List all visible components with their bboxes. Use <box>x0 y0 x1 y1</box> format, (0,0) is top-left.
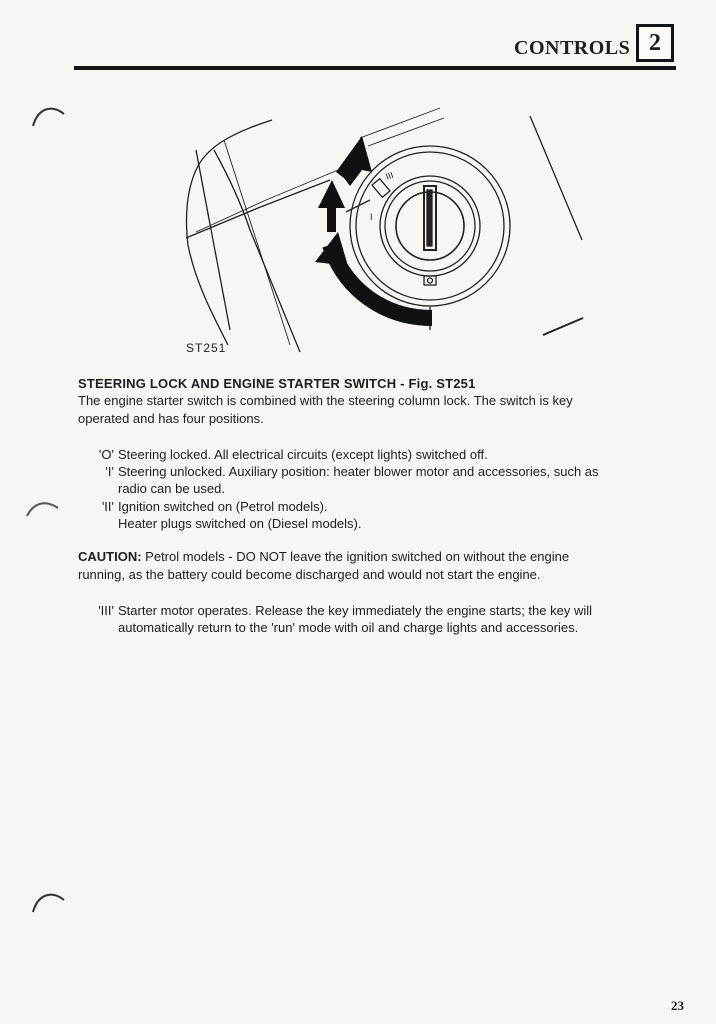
position-code: 'II' <box>101 499 114 514</box>
position-item-ii <box>78 498 678 534</box>
ignition-switch-diagram <box>0 0 716 380</box>
caution-label: CAUTION: <box>78 549 142 564</box>
position-code: 'O' <box>98 447 114 462</box>
svg-text:I: I <box>370 212 373 222</box>
position-line: Steering unlocked. Auxiliary position: heater blower motor and accessories, such as <box>118 464 599 479</box>
position-text <box>118 463 658 497</box>
position-code: 'I' <box>105 464 114 479</box>
figure-label: ST251 <box>186 341 227 355</box>
caution-line: running, as the battery could become discharged and would not start the engine. <box>78 567 541 582</box>
position-line: radio can be used. <box>118 481 225 496</box>
intro-line: The engine starter switch is combined with the steering column lock. The switch is key <box>78 393 573 408</box>
intro-paragraph <box>78 392 653 428</box>
svg-text:III: III <box>384 169 395 182</box>
chapter-number-box: 2 <box>636 24 674 62</box>
binder-mark-icon <box>30 886 70 916</box>
position-item-i <box>78 463 678 499</box>
caution-line <box>78 548 653 566</box>
intro-line: operated and has four positions. <box>78 411 264 426</box>
section-heading: STEERING LOCK AND ENGINE STARTER SWITCH - Fig. ST251 <box>78 376 476 391</box>
position-item-iii <box>78 602 678 638</box>
position-line: Ignition switched on (Petrol models). <box>118 499 328 514</box>
binder-mark-icon <box>24 496 64 526</box>
position-text <box>118 602 658 636</box>
section-title: CONTROLS <box>514 37 631 59</box>
position-line: Starter motor operates. Release the key immediately the engine starts; the key will <box>118 603 592 618</box>
position-line: automatically return to the 'run' mode with oil and charge lights and accessories. <box>118 620 579 635</box>
caution-text: Petrol models - DO NOT leave the ignition switched on without the engine <box>145 549 570 564</box>
position-text: Steering locked. All electrical circuits (except lights) switched off. <box>118 447 488 462</box>
position-code: 'III' <box>98 603 114 618</box>
caution-paragraph <box>78 548 653 584</box>
position-text <box>118 498 658 532</box>
position-line: Heater plugs switched on (Diesel models). <box>118 516 362 531</box>
page-number: 23 <box>671 998 684 1013</box>
